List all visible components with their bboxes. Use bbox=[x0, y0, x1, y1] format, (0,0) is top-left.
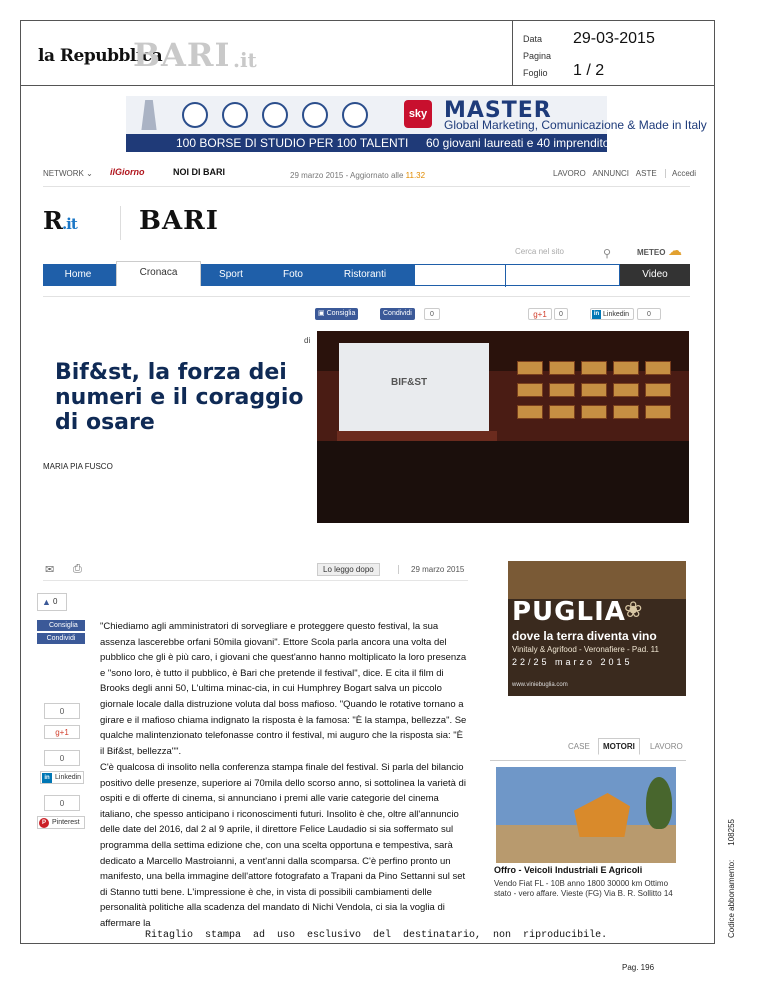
side-pinterest-label: Pinterest bbox=[52, 819, 80, 826]
theatre-box bbox=[581, 405, 607, 419]
image-tree bbox=[646, 777, 672, 829]
network-bar bbox=[43, 167, 697, 183]
email-icon[interactable]: ✉ bbox=[45, 564, 55, 576]
pinterest-icon: P bbox=[39, 818, 49, 828]
banner-brand: MASTER bbox=[444, 98, 552, 123]
article-paragraph bbox=[100, 619, 468, 759]
logo-repubblica: la Repubblica bbox=[38, 46, 163, 66]
meta-label-foglio: Foglio bbox=[523, 68, 548, 78]
logo-bari: BARI bbox=[133, 36, 231, 74]
classified-tabs bbox=[556, 738, 688, 756]
divider bbox=[43, 296, 690, 297]
nav-sport[interactable]: Sport bbox=[219, 269, 243, 280]
theatre-box bbox=[645, 361, 671, 375]
theatre-box bbox=[549, 361, 575, 375]
network-menu[interactable] bbox=[43, 169, 93, 178]
like-counter[interactable] bbox=[37, 593, 67, 611]
consiglia-label: Consiglia bbox=[326, 310, 356, 317]
ad-puglia[interactable] bbox=[508, 561, 686, 696]
ad-puglia-info: Vinitaly & Agrifood - Veronafiere - Pad. 11 bbox=[512, 645, 659, 654]
theatre-box bbox=[517, 405, 543, 419]
tab-motori[interactable]: MOTORI bbox=[598, 738, 640, 755]
nav-blank-area bbox=[414, 264, 620, 286]
image-machine bbox=[574, 793, 630, 837]
facebook-like-button[interactable] bbox=[315, 308, 358, 320]
rit-it: .it bbox=[61, 215, 77, 233]
seal-icon bbox=[342, 102, 368, 128]
code-label: Codice abbonamento: bbox=[727, 859, 736, 938]
banner-tagline: Global Marketing, Comunicazione & Made in Italy bbox=[444, 118, 707, 132]
nav-cronaca[interactable]: Cronaca bbox=[116, 261, 201, 286]
facebook-icon: ▣ bbox=[318, 310, 325, 317]
network-pub-ilgiorno[interactable]: ilGiorno bbox=[110, 167, 145, 177]
facebook-count: 0 bbox=[424, 308, 440, 320]
chevron-down-icon: ⌄ bbox=[86, 169, 93, 178]
theatre-box bbox=[549, 405, 575, 419]
article-paragraph-2: C'è qualcosa di insolito nella conferenza stampa finale del festival. Si parla del bilancio positivo delle presenze, superiore ai 70mila dello scorso anno, si sottolinea la varietà di ospiti e di offerte di cinema, si annunciano i premi alle varie categorie del cinema italiano, che spesso anticipano i riconoscimenti futuri. Insolito è che, oltre all'annuncio delle date del 2016, dal 2 al 9 aprile, il direttore Felice Laudadio si sia soffermato sul programma della settima edizione che, con una scelta opportuna e tempestiva, sarà dedicato a Marcello Mastroianni, a vent'anni dalla scomparsa. C'è perfino pronto un manifesto, una bella immagine dell'attore fotografato a Trapani da Pino Settanni sul set di Stanno tutti bene. L'impressione è che, in vista di possibili cambiamenti delle personalità politiche alla scadenza del mandato di Nichi Vendola, ci sia la voglia di affermare la bbox=[100, 762, 466, 929]
meta-value-data: 29-03-2015 bbox=[573, 30, 655, 47]
header-separator bbox=[20, 85, 715, 86]
article-title: Bif&st, la forza dei numeri e il coraggio di osare bbox=[55, 360, 304, 435]
login-link[interactable]: Accedi bbox=[665, 169, 696, 178]
side-pinterest-count: 0 bbox=[44, 795, 80, 811]
linkedin-count: 0 bbox=[637, 308, 661, 320]
nav-foto[interactable]: Foto bbox=[282, 269, 303, 280]
tab-lavoro[interactable]: LAVORO bbox=[650, 742, 683, 751]
rit-logo[interactable] bbox=[43, 206, 77, 235]
article-photo[interactable] bbox=[317, 331, 689, 523]
theatre-box bbox=[613, 405, 639, 419]
nav-ristoranti[interactable]: Ristoranti bbox=[343, 269, 387, 280]
audience bbox=[317, 441, 689, 523]
main-nav bbox=[43, 264, 690, 286]
banner-left-text: 100 BORSE DI STUDIO PER 100 TALENTI bbox=[176, 136, 409, 150]
theatre-box bbox=[581, 361, 607, 375]
theatre-box bbox=[517, 383, 543, 397]
classified-image bbox=[496, 767, 676, 863]
subscription-code bbox=[727, 819, 736, 938]
seal-icon bbox=[302, 102, 328, 128]
grape-icon: ❀ bbox=[624, 597, 643, 622]
facebook-share-button[interactable]: Condividi bbox=[380, 308, 415, 320]
logo-separator bbox=[120, 206, 121, 240]
meta-label-pagina: Pagina bbox=[523, 51, 552, 61]
screen-logo: BIF&ST bbox=[391, 377, 428, 388]
code-value: 108255 bbox=[727, 819, 736, 846]
like-count: 0 bbox=[53, 597, 58, 606]
side-linkedin-label: Linkedin bbox=[55, 774, 82, 781]
article-toolbar bbox=[43, 561, 468, 581]
page-number: Pag. 196 bbox=[622, 963, 655, 972]
linkedin-icon: in bbox=[593, 311, 600, 317]
gplus-button[interactable]: g+1 bbox=[528, 308, 552, 320]
article-paragraph-1: "Chiediamo agli amministratori di sorvegliare e proteggere questo festival, la sua assenza lascerebbe orfani 50mila giovani". Ettore Scola parla ancora una volta del pubblico che gli è più caro, i giovani che quest'anno hanno moltiplicato la loro presenza e "sono loro, è tutto il pubblico, è Bari che pretende il festival", dice. E cita il film di Brooks degli anni 50, L'ultima minac-cia, in cui Humphrey Bogart salva un piccolo giornale locale dalla distruzione voluta dal boss mafioso. "Quando le rotative tornano a girare e il mafioso chiama indignato la risposta è la famosa: "È la stampa, bellezza". Se qualche malintenzionato telefonasse contro il festival, mi auguro che la risposta sia: "È il Bif&st, bellezza"". bbox=[100, 621, 467, 757]
print-icon[interactable]: ⎙ bbox=[73, 563, 82, 575]
theatre-box bbox=[613, 383, 639, 397]
weather-icon: ☁ bbox=[668, 242, 682, 258]
theatre-box bbox=[581, 383, 607, 397]
meta-label-data: Data bbox=[523, 34, 543, 44]
side-pinterest-button[interactable] bbox=[37, 816, 85, 829]
side-linkedin-button[interactable] bbox=[40, 771, 84, 784]
logo-it: .it bbox=[233, 48, 257, 72]
reproduction-notice: Ritaglio stampa ad uso esclusivo del destinatario, non riproducibile. bbox=[145, 930, 608, 941]
newspaper-logo bbox=[38, 38, 302, 72]
theatre-box bbox=[549, 383, 575, 397]
divider bbox=[43, 186, 690, 187]
theatre-box bbox=[645, 405, 671, 419]
seal-icon bbox=[222, 102, 248, 128]
ad-puglia-url: www.viniebuglia.com bbox=[512, 682, 568, 688]
seal-icon bbox=[182, 102, 208, 128]
side-gplus-button[interactable]: g+1 bbox=[44, 725, 80, 739]
gplus-count: 0 bbox=[554, 308, 568, 320]
meteo-link[interactable]: METEO bbox=[637, 248, 666, 257]
side-linkedin-count: 0 bbox=[44, 750, 80, 766]
tab-case[interactable]: CASE bbox=[568, 742, 590, 751]
ad-soil bbox=[508, 561, 686, 599]
read-later-button[interactable]: Lo leggo dopo bbox=[317, 563, 380, 576]
theatre-box bbox=[613, 361, 639, 375]
theatre-box bbox=[517, 361, 543, 375]
ad-banner-master[interactable] bbox=[126, 96, 707, 152]
side-gplus-count: 0 bbox=[44, 703, 80, 719]
search-input[interactable]: Cerca nel sito bbox=[515, 247, 564, 256]
section-title: BARI bbox=[139, 206, 219, 236]
linkedin-icon: in bbox=[42, 773, 52, 783]
ad-puglia-title: PUGLIA bbox=[512, 597, 626, 627]
side-facebook-share-button[interactable]: Condividi bbox=[37, 633, 85, 644]
update-info bbox=[290, 171, 425, 180]
nav-blank-divider bbox=[505, 265, 506, 287]
sky-logo: sky bbox=[404, 100, 432, 128]
link-lavoro[interactable]: LAVORO bbox=[553, 169, 586, 178]
update-time: 11.32 bbox=[405, 171, 426, 180]
network-pub-noidibari[interactable]: NOI DI BARI bbox=[173, 167, 226, 177]
byline-di: di bbox=[304, 336, 311, 345]
search-icon[interactable]: ⚲ bbox=[603, 248, 612, 260]
seal-icon bbox=[262, 102, 288, 128]
banner-right-text: 60 giovani laureati e 40 imprenditori bbox=[426, 136, 617, 150]
meta-value-foglio: 1 / 2 bbox=[573, 62, 605, 79]
article-author: MARIA PIA FUSCO bbox=[43, 462, 113, 471]
link-aste[interactable]: ASTE bbox=[635, 169, 657, 178]
linkedin-button[interactable] bbox=[590, 308, 634, 320]
thumbs-up-icon: ▲ bbox=[42, 597, 51, 607]
ad-puglia-subtitle: dove la terra diventa vino bbox=[512, 629, 657, 643]
side-facebook-like-button[interactable]: Consiglia bbox=[37, 620, 85, 631]
linkedin-label: Linkedin bbox=[603, 311, 630, 318]
classified-item[interactable] bbox=[490, 760, 686, 912]
rit-r: R bbox=[43, 206, 62, 235]
classified-desc: Vendo Fiat FL - 10B anno 1800 30000 km Ottimo stato - vero affare. Vieste (FG) Via B. R. Sollitto 14 bbox=[494, 879, 673, 898]
clipping-meta bbox=[512, 20, 715, 85]
classified-title: Offro - Veicoli Industriali E Agricoli bbox=[494, 865, 643, 875]
article-date: 29 marzo 2015 bbox=[398, 565, 464, 574]
nav-video[interactable]: Video bbox=[620, 264, 690, 286]
nav-home[interactable]: Home bbox=[64, 269, 92, 280]
network-label: NETWORK bbox=[43, 169, 84, 178]
update-date: 29 marzo 2015 - Aggiornato alle bbox=[290, 171, 404, 180]
article-paragraph bbox=[100, 760, 468, 932]
ad-puglia-dates: 22/25 marzo 2015 bbox=[512, 657, 633, 667]
cinema-screen bbox=[339, 343, 489, 433]
link-annunci[interactable]: ANNUNCI bbox=[592, 169, 629, 178]
top-links bbox=[553, 169, 662, 178]
theatre-box bbox=[645, 383, 671, 397]
